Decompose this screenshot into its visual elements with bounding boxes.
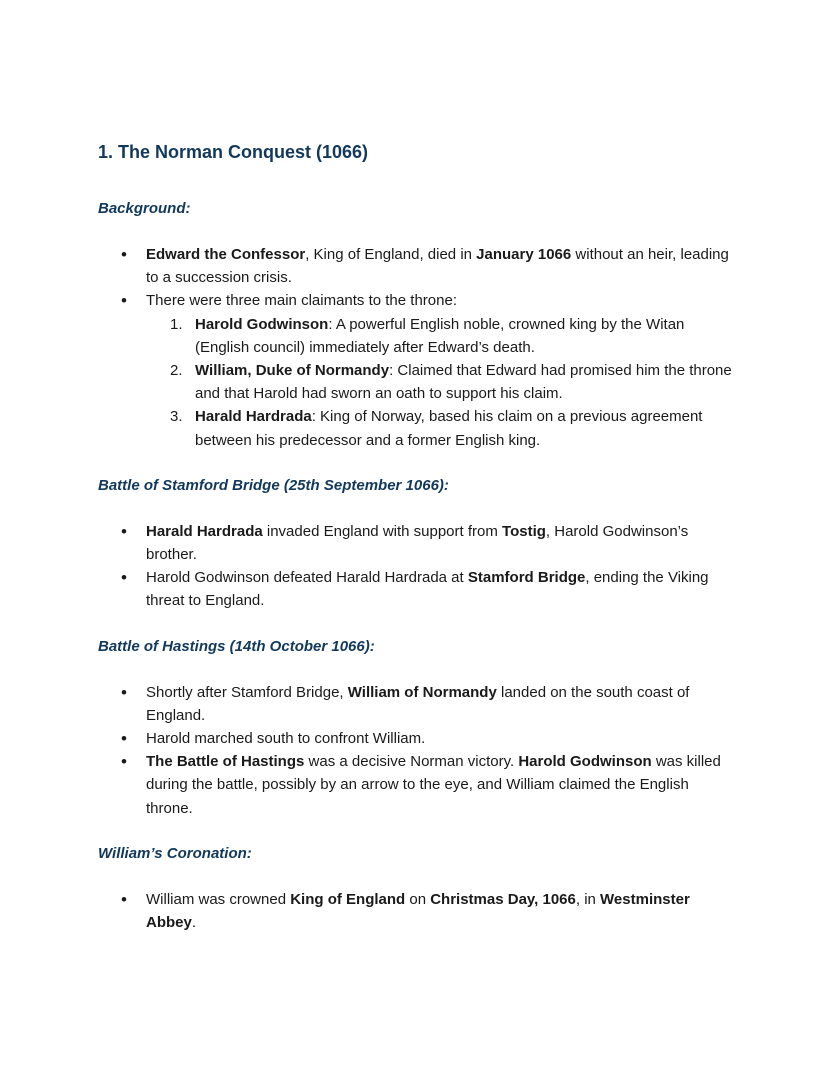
list-item: • The Battle of Hastings was a decisive Norman victory. Harold Godwinson was killed during the battle, possibly by an arrow to the eye, and William claimed the English throne. — [146, 750, 738, 820]
section-background — [98, 199, 738, 452]
section-heading: Battle of Stamford Bridge (25th September 1066): — [98, 476, 449, 494]
bullet-list — [98, 520, 738, 613]
list-item: • Harald Hardrada invaded England with support from Tostig, Harold Godwinson’s brother. — [146, 520, 738, 566]
document-page — [98, 140, 738, 934]
list-item: • Harold marched south to confront William. — [146, 727, 738, 750]
claimant-item: 3. Harald Hardrada: King of Norway, based his claim on a previous agreement between his predecessor and a former English king. — [170, 408, 703, 449]
claimants-list — [146, 313, 738, 452]
bullet-list — [98, 681, 738, 820]
list-item: • William was crowned King of England on Christmas Day, 1066, in Westminster Abbey. — [146, 888, 738, 934]
bullet-list — [98, 243, 738, 452]
bullet-list — [98, 888, 738, 934]
section-hastings — [98, 637, 738, 820]
section-stamford-bridge — [98, 476, 738, 613]
list-item: • Shortly after Stamford Bridge, William of Normandy landed on the south coast of England. — [146, 681, 738, 727]
section-heading: Battle of Hastings (14th October 1066): — [98, 637, 375, 655]
section-heading: Background: — [98, 200, 191, 217]
claimant-item: 2. William, Duke of Normandy: Claimed that Edward had promised him the throne and that Harold had sworn an oath to support his claim. — [170, 362, 732, 403]
list-item: • Harold Godwinson defeated Harald Hardrada at Stamford Bridge, ending the Viking threat to England. — [146, 566, 738, 612]
claimant-item: 1. Harold Godwinson: A powerful English noble, crowned king by the Witan (English council) immediately after Edward’s death. — [170, 315, 685, 356]
page-title: 1. The Norman Conquest (1066) — [98, 142, 369, 162]
list-item: • Edward the Confessor, King of England, died in January 1066 without an heir, leading to a succession crisis. — [146, 243, 738, 289]
list-item: • There were three main claimants to the throne: 1. Harold Godwinson: A powerful English noble, crowned king by the Witan (English council) immediately after Edward’s death. 2. William, Duke of Normandy: Claimed that Edward had promised him the throne and that Harold had sworn an oath to support his claim. 3. Harald Hardrada: King of Norway, based his claim on a previous agreement between his predecessor and a former English king. — [146, 289, 738, 451]
section-heading: William’s Coronation: — [98, 844, 252, 862]
section-coronation — [98, 844, 738, 934]
